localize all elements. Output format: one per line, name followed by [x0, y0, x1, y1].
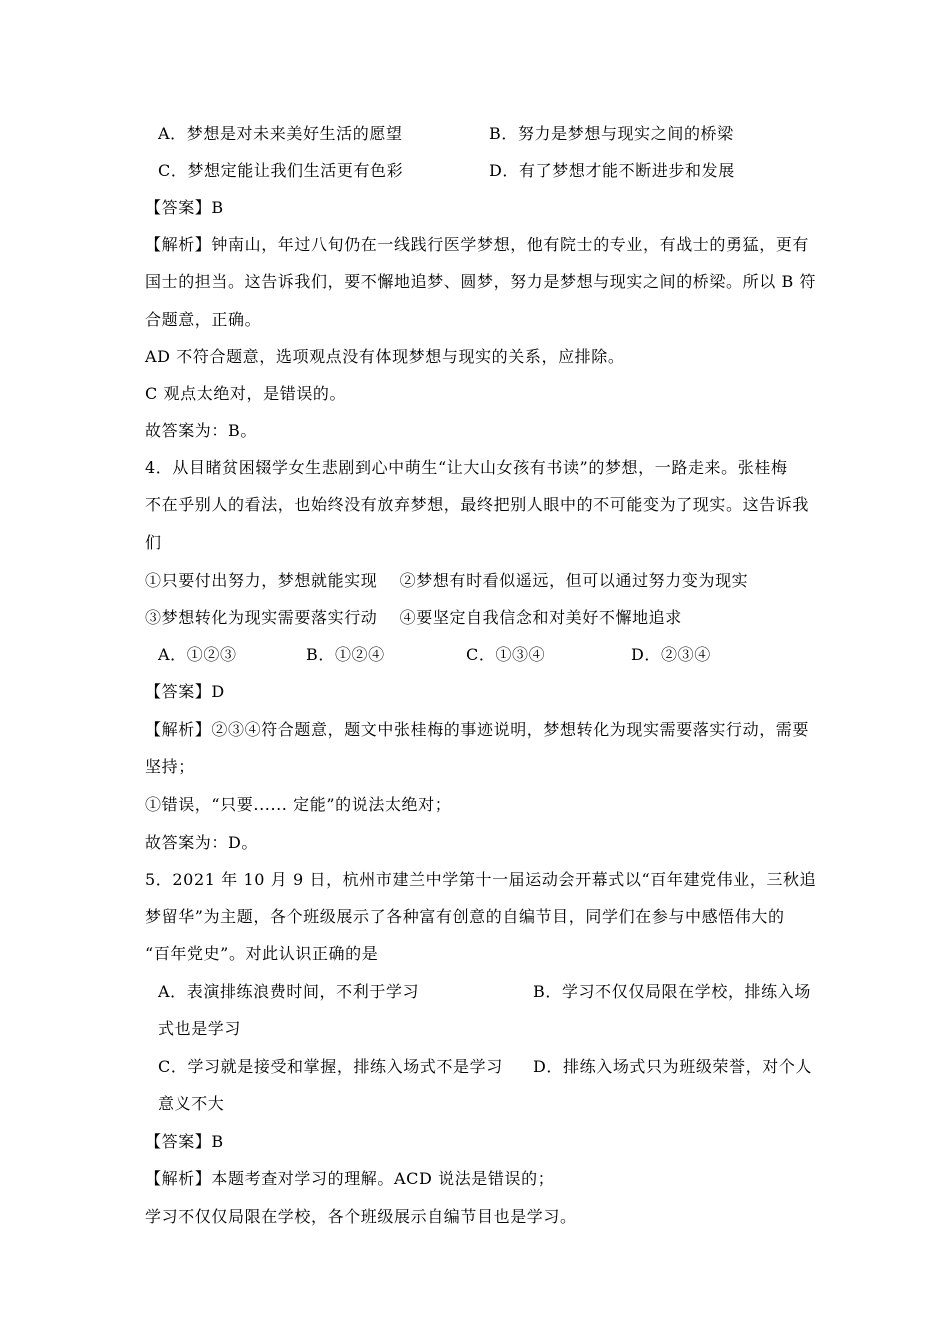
q3-analysis-line: AD 不符合题意，选项观点没有体现梦想与现实的关系，应排除。 — [145, 347, 625, 366]
q5-analysis-line: 学习不仅仅局限在学校，各个班级展示自编节目也是学习。 — [145, 1207, 577, 1226]
q4-analysis-line: 故答案为：D。 — [145, 833, 259, 852]
q4-option-a: A．①②③ — [158, 645, 237, 664]
q5-option-b: B．学习不仅仅局限在学校，排练入场 — [533, 982, 811, 1001]
q4-stem-line: 4．从目睹贫困辍学女生悲剧到心中萌生“让大山女孩有书读”的梦想，一路走来。张桂梅 — [145, 458, 788, 477]
q5-stem-line: 梦留华”为主题，各个班级展示了各种富有创意的自编节目，同学们在参与中感悟伟大的 — [145, 907, 785, 926]
q5-stem-line: 5．2021 年 10 月 9 日，杭州市建兰中学第十一届运动会开幕式以“百年建党伟业，三秋追 — [145, 870, 817, 889]
q5-option-d-continued: 意义不大 — [158, 1094, 225, 1113]
q3-option-c: C．梦想定能让我们生活更有色彩 — [158, 161, 404, 180]
q4-answer: 【答案】D — [145, 682, 225, 701]
q3-answer: 【答案】B — [145, 198, 224, 217]
q4-statement-line: ①只要付出努力，梦想就能实现 ②梦想有时看似遥远，但可以通过努力变为现实 — [145, 571, 749, 590]
q3-option-a: A．梦想是对未来美好生活的愿望 — [158, 124, 403, 143]
q5-answer: 【答案】B — [145, 1132, 224, 1151]
q3-option-b: B．努力是梦想与现实之间的桥梁 — [489, 124, 734, 143]
q3-option-d: D．有了梦想才能不断进步和发展 — [489, 161, 735, 180]
q5-option-b-continued: 式也是学习 — [158, 1019, 242, 1038]
q3-analysis-line: 国士的担当。这告诉我们，要不懈地追梦、圆梦，努力是梦想与现实之间的桥梁。所以 B 符 — [145, 272, 817, 291]
q4-statement-line: ③梦想转化为现实需要落实行动 ④要坚定自我信念和对美好不懈地追求 — [145, 608, 682, 627]
q5-stem-line: “百年党史”。对此认识正确的是 — [145, 944, 379, 963]
q3-analysis-line: 【解析】钟南山，年过八旬仍在一线践行医学梦想，他有院士的专业，有战士的勇猛，更有 — [145, 235, 810, 254]
q3-analysis-line: 故答案为：B。 — [145, 421, 257, 440]
q5-option-d: D．排练入场式只为班级荣誉，对个人 — [533, 1057, 813, 1076]
q4-stem-line: 不在乎别人的看法，也始终没有放弃梦想，最终把别人眼中的不可能变为了现实。这告诉我 — [145, 495, 810, 514]
q4-analysis-line: 坚持； — [145, 757, 195, 776]
q4-option-c: C．①③④ — [466, 645, 546, 664]
q3-analysis-line: C 观点太绝对，是错误的。 — [145, 384, 347, 403]
q5-option-a: A．表演排练浪费时间，不利于学习 — [158, 982, 420, 1001]
q4-analysis-line: 【解析】②③④符合题意，题文中张桂梅的事迹说明，梦想转化为现实需要落实行动，需要 — [145, 720, 810, 739]
q5-option-c: C．学习就是接受和掌握，排练入场式不是学习 — [158, 1057, 503, 1076]
q4-option-b: B．①②④ — [306, 645, 385, 664]
q4-option-d: D．②③④ — [631, 645, 711, 664]
q4-stem-line: 们 — [145, 533, 162, 552]
q4-analysis-line: ①错误，“只要...... 定能”的说法太绝对； — [145, 795, 452, 814]
q3-analysis-line: 合题意，正确。 — [145, 310, 262, 329]
q5-analysis-line: 【解析】本题考查对学习的理解。ACD 说法是错误的； — [145, 1169, 555, 1188]
